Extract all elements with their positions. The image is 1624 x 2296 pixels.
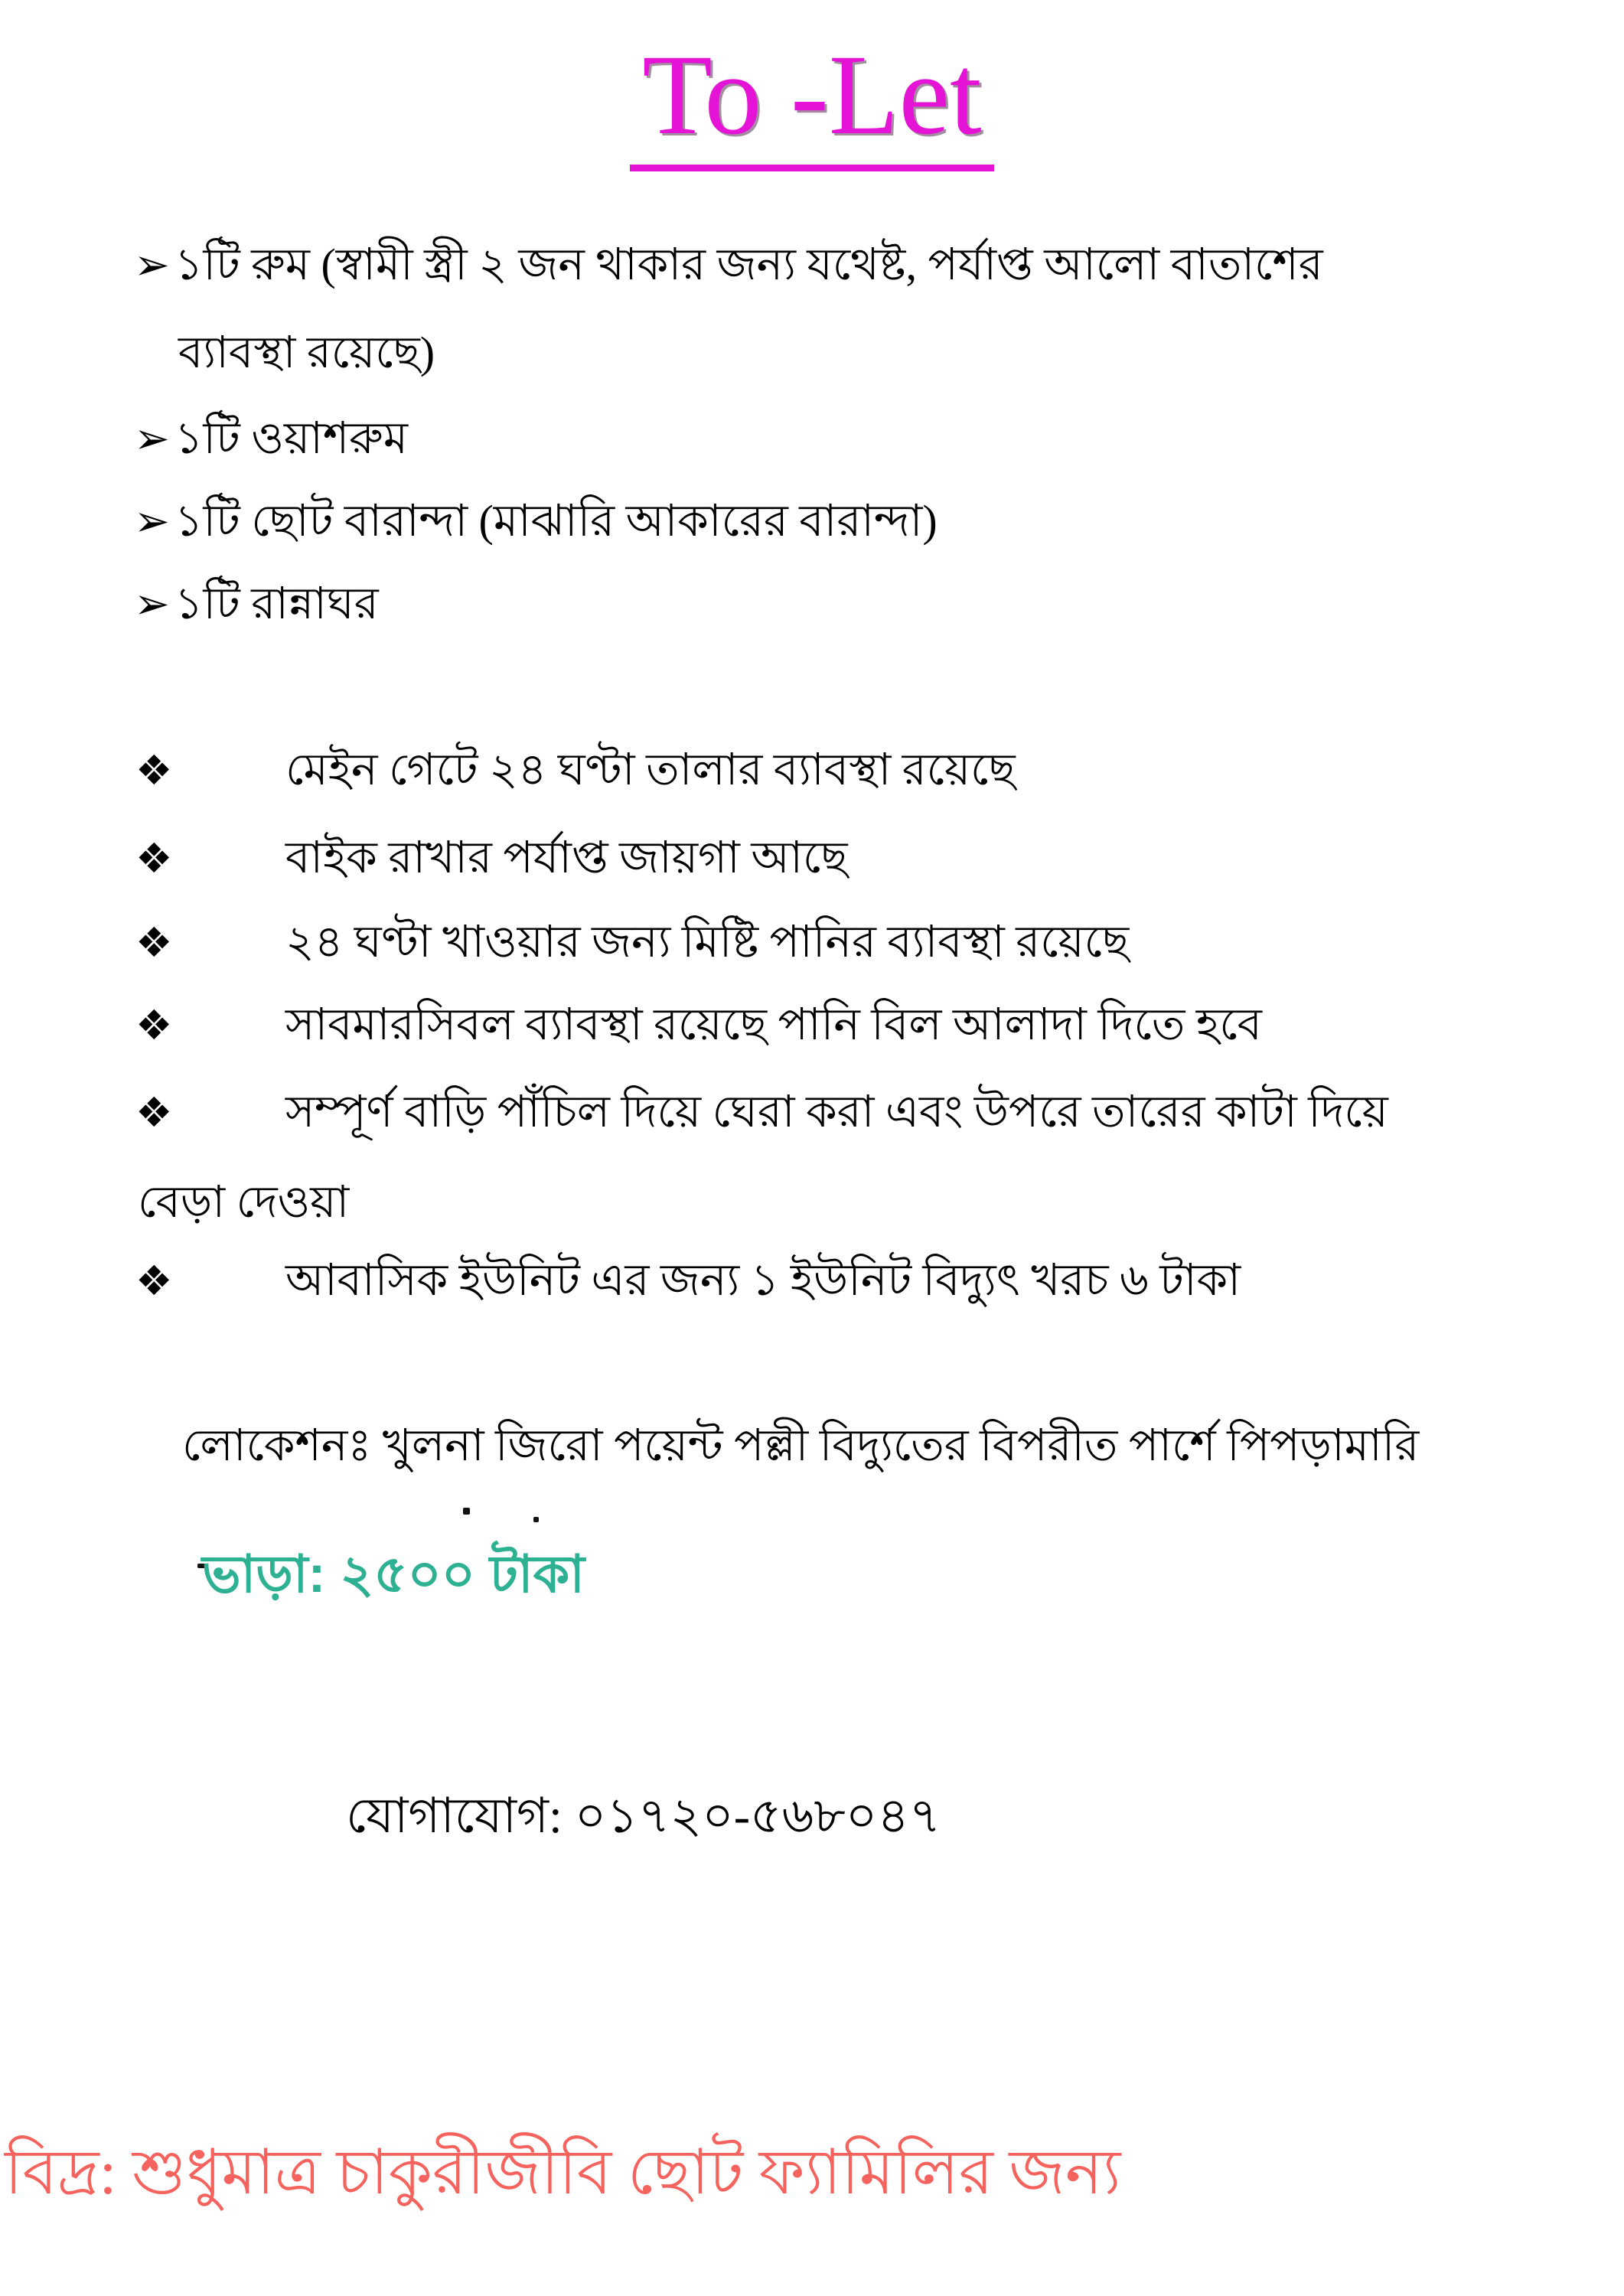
amenity-boundary-wall-line1: সম্পূর্ণ বাড়ি পাঁচিল দিয়ে ঘেরা করা এবং উপরে তারের কাটা দিয়ে	[285, 1087, 1388, 1137]
amenity-drinking-water-label: ২৪ ঘণ্টা খাওয়ার জন্য মিষ্টি পানির ব্যাবস্থা রয়েছে	[285, 917, 1130, 967]
diamond-bullet-icon: ❖	[135, 834, 173, 882]
contact-line	[346, 1782, 941, 1851]
feature-room-line2: ব্যাবস্থা রয়েছে)	[178, 328, 435, 377]
amenity-electricity-rate-label: আবাসিক ইউনিট এর জন্য ১ ইউনিট বিদ্যুৎ খরচ ৬ টাকা	[285, 1255, 1241, 1305]
feature-room-continued	[178, 321, 435, 383]
contact-phone: যোগাযোগ: ০১৭২০-৫৬৮০৪৭	[346, 1789, 941, 1843]
feature-kitchen-label: ১টি রান্নাঘর	[174, 579, 379, 628]
feature-room	[134, 233, 1323, 295]
diamond-bullet-icon: ❖	[135, 1088, 173, 1137]
amenity-bike-parking	[135, 827, 847, 889]
arrowhead-bullet-icon: ➢	[134, 579, 170, 629]
diamond-bullet-icon: ❖	[135, 918, 173, 967]
title-wrap	[0, 32, 1624, 171]
amenity-main-gate-label: মেইন গেটে ২৪ ঘণ্টা তালার ব্যাবস্থা রয়েছে	[285, 745, 1016, 794]
location-text: লোকেশনঃ খুলনা জিরো পয়েন্ট পল্লী বিদ্যুতের বিপরীত পার্শে পিপড়ামারি	[182, 1420, 1420, 1470]
arrowhead-bullet-icon: ➢	[134, 414, 170, 464]
feature-balcony	[134, 490, 938, 552]
amenity-boundary-wall	[135, 1081, 1388, 1143]
feature-washroom-label: ১টি ওয়াশরুম	[174, 413, 408, 463]
amenity-submersible-label: সাবমারসিবল ব্যাবস্থা রয়েছে পানি বিল আলাদা দিতে হবে	[285, 1000, 1262, 1049]
note-text: বিদ্র: শুধুমাত্র চাকুরীজীবি ছোট ফ্যামিলির জন্য	[5, 2138, 1121, 2207]
diamond-bullet-icon: ❖	[135, 746, 173, 794]
amenity-boundary-wall-line2: বেড়া দেওয়া	[138, 1177, 350, 1227]
rent-line	[202, 1538, 585, 1611]
arrowhead-bullet-icon: ➢	[134, 497, 170, 546]
rent-amount: ভাড়া: ২৫০০ টাকা	[202, 1545, 585, 1603]
feature-room-line1: ১টি রুম (স্বামী স্ত্রী ২ জন থাকার জন্য যথেষ্ট, পর্যাপ্ত আলো বাতাশের	[174, 240, 1323, 289]
amenity-submersible	[135, 993, 1262, 1055]
amenity-electricity-rate	[135, 1249, 1241, 1311]
diamond-bullet-icon: ❖	[135, 1001, 173, 1049]
diamond-bullet-icon: ❖	[135, 1257, 173, 1305]
feature-kitchen	[134, 572, 379, 634]
amenity-drinking-water	[135, 911, 1129, 973]
location-line	[182, 1414, 1419, 1476]
amenity-boundary-wall-continued	[138, 1171, 349, 1233]
stray-dot	[463, 1508, 470, 1515]
note-line	[5, 2129, 1121, 2217]
feature-washroom	[134, 407, 408, 469]
amenity-main-gate	[135, 739, 1016, 801]
amenity-bike-parking-label: বাইক রাখার পর্যাপ্ত জায়গা আছে	[285, 833, 848, 882]
stray-dot	[533, 1517, 539, 1522]
feature-balcony-label: ১টি ছোট বারান্দা (মাঝারি আকারের বারান্দা)	[174, 496, 938, 546]
arrowhead-bullet-icon: ➢	[134, 240, 170, 290]
page-title: To -Let	[630, 32, 993, 171]
